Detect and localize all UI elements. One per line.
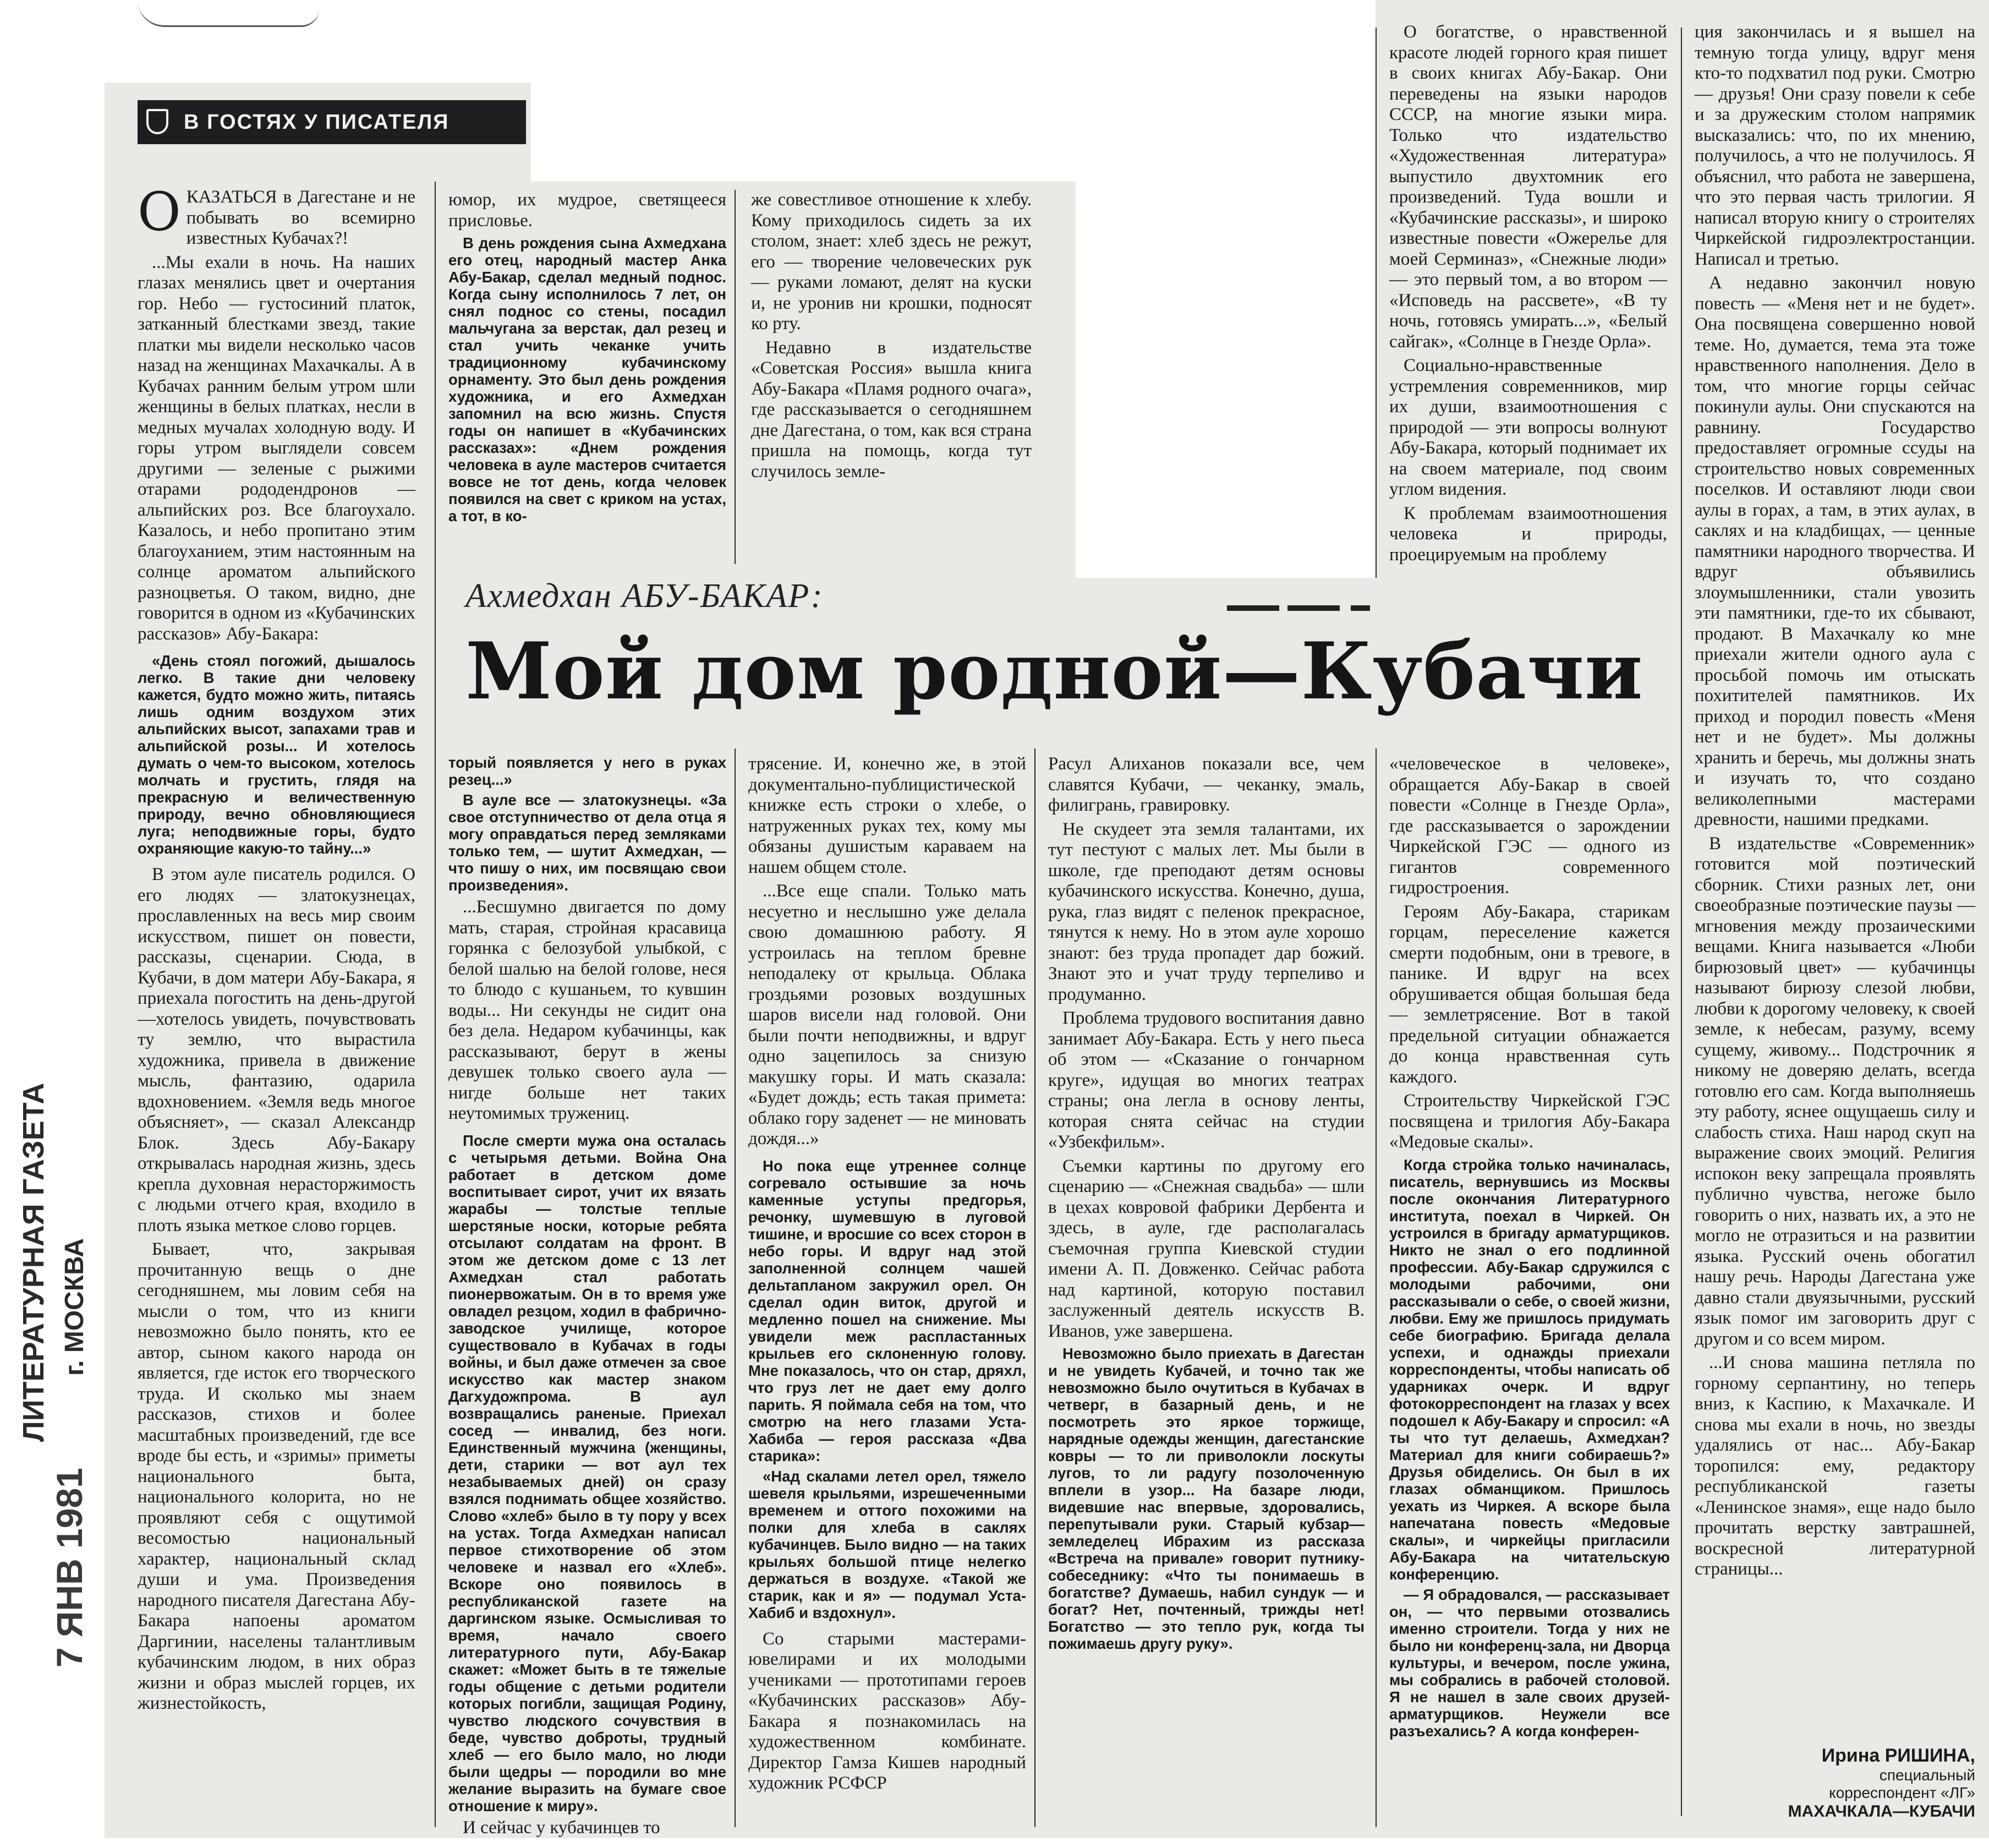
paragraph: Проблема трудового воспитания давно занимает Абу-Бакара. Есть у него пьеса об этом — «Сказание о гончарном круге», идущая во многих театрах страны; она легла в основу ленты, которая снята сейчас на студии «Узбекфильм». (1048, 1008, 1365, 1152)
paragraph: А недавно закончил новую повесть — «Меня нет и не будет». Она посвящена совершенно новой теме. Но, думается, тема эта тоже нравственного наполнения. Дело в том, что многие горцы сейчас покинули аулы. Они спускаются на равнину. Государство предоставляет огромные ссуды на строительство новых современных поселков. И оставляют люди свои аулы в горах, а там, в этих аулах, в саклях и на кладбищах, — ценные памятники народного творчества. И вдруг объявились злоумышленники, стали увозить эти памятники, где-то их сбывают, продают. В Махачкалу ко мне приехали жители одного аула с просьбой помочь им отыскать похитителей памятников. Их приход и породил повесть «Меня нет и не будет». Мы должны хранить и беречь, мы должны знать и изучать то, что создано великолепными мастерами древности, нашими предками. (1695, 273, 1975, 829)
bold-paragraph: торый появляется у него в руках резец...» (448, 754, 726, 788)
bold-paragraph: Когда стройка только начиналась, писатель, вернувшись из Москвы после окончания Литературного института, поехал в Чиркей. Он устроился в бригаду арматурщиков. Никто не знал о его подлинной профессии. Абу-Бакар сдружился с молодыми рабочими, они рассказывали о себе, о своей жизни, любви. Ему же пришлось придумать себе биографию. Бригада делала успехи, и однажды приехали корреспонденты, чтобы написать об ударниках очерк. И вдруг фотокорреспондент на глазах у всех подошел к Абу-Бакару и спросил: «А ты что тут делаешь, Ахмедхан? Материал для книги собираешь?» Друзья обиделись. Он был в их глазах обманщиком. Пришлось уехать из Чиркея. А вскоре была напечатана повесть «Медовые скалы», и чиркейцы пригласили Абу-Бакара на читательскую конференцию. (1389, 1156, 1670, 1583)
shield-icon (146, 109, 168, 134)
decorative-dash (1227, 605, 1279, 611)
column-rule (1376, 28, 1377, 578)
paragraph: ...Все еще спали. Только мать несуетно и неслышно уже делала свою домашнюю работу. Я устроилась на теплом бревне неподалеку от крыльца. Облака гроздьями розовых воздушных шаров висели над головой. Они были почти неподвижны, и вдруг одно зацепилось за снизую макушку горы. И мать сказала: «Будет дождь; есть такая примета: облако гору заденет — не миновать дождя...» (748, 881, 1026, 1149)
paragraph: Со старыми мастерами-ювелирами и их молодыми учениками — прототипами героев «Кубачинских рассказов» Абу-Бакара я познакомилась на художественном комбинате. Директор Гамза Кишев народный художник РСФСР (748, 1628, 1026, 1793)
paragraph: ...Бесшумно двигается по дому мать, старая, стройная красавица горянка с белозубой улыбкой, с белой шалью на белой голове, неся то блюдо с кушаньем, то кувшин воды... Ни секунды не сидит она без дела. Недаром кубачинцы, как рассказывают, берут в жены девушек только своего аула — нигде больше нет таких неутомимых тружениц. (448, 897, 726, 1123)
column-rule (735, 190, 736, 564)
signature-role: специальный (1879, 1767, 1975, 1784)
article-column-4 (1048, 754, 1365, 1827)
column-rule (1376, 748, 1377, 1827)
column-rule (735, 748, 736, 1827)
signature-place: МАХАЧКАЛА—КУБАЧИ (1788, 1802, 1975, 1820)
paragraph: «человеческое в человеке», обращается Абу-Бакар в своей повести «Солнце в Гнезде Орла», где рассказывается о зарождении Чиркейской ГЭС — одного из гигантов современного гидростроения. (1389, 754, 1670, 898)
pen-scrawl (138, 0, 319, 27)
bold-paragraph: В ауле все — златокузнецы. «За свое отступничество от дела отца я могу оправдаться перед земляками только тем, — шутит Ахмедхан, — что пишу о них, им посвящаю свои произведения». (448, 791, 726, 894)
signature-block (1695, 1745, 1975, 1822)
quote-paragraph: «День стоял погожий, дышалось легко. В такие дни человеку кажется, будто можно жить, питаясь лишь одним воздухом этих альпийских высот, запахами трав и альпийской розы... И хотелось думать о чем-то высоком, хотелось молчать и грустить, глядя на прекрасную и величественную природу, вечно обновляющиеся луга; неподвижные горы, будто охраняющие какую-то тайну...» (138, 652, 415, 857)
article-column-3-top (751, 190, 1032, 564)
article-column-1 (138, 181, 415, 1827)
column-rule (1034, 748, 1035, 1827)
paragraph: Съемки картины по другому его сценарию — «Снежная свадьба» — шли в цехах ковровой фабрики Дербента и здесь, в ауле, где располагалась съемочная группа Киевской студии имени А. П. Довженко. Сейчас работа над картиной, которую поставил заслуженный деятель искусств В. Иванов, уже завершена. (1048, 1156, 1365, 1341)
paragraph: ция закончилась и я вышел на темную тогда улицу, вдруг меня кто-то подхватил под руки. Смотрю — друзья! Они сразу повели к себе и за дружеским столом напрямик высказались: что, по их мнению, получилось, а что не получилось. Я объяснил, что работа не завершена, что это первая часть трилогии. Я написал вторую книгу о строителях Чиркейской гидроэлектростанции. Написал и третью. (1695, 22, 1975, 269)
article-column-2-bottom (448, 754, 726, 1838)
article-column-2-top (448, 190, 726, 564)
rubric-banner (138, 100, 526, 144)
newspaper-stamp: ЛИТЕРАТУРНАЯ ГАЗЕТА (17, 1082, 50, 1442)
date-stamp: 7 ЯНВ 1981 (49, 1468, 90, 1667)
bold-paragraph: Невозможно было приехать в Дагестан и не увидеть Кубачей, и точно так же невозможно было очутиться в Кубачах в четверг, в базарный день, и не посмотреть это яркое торжище, нарядные одежды женщин, дагестанские ковры — то ли приволокли лоскуты лугов, то ли радугу позолоченную вплели в узор... На базаре люди, видевшие нас впервые, здоровались, перепутывали руки. Старый кубзар—земледелец Ибрахим из рассказа «Встреча на привале» говорит путнику-собеседнику: «Что ты понимаешь в богатстве? Думаешь, набил сундук — и богат? Нет, почтенный, трижды нет! Богатство — это тепло рук, когда ты пожимаешь другу руку». (1048, 1345, 1365, 1652)
paragraph: К проблемам взаимоотношения человека и природы, проецируемым на проблему (1389, 503, 1667, 565)
paragraph: юмор, их мудрое, светящееся присловье. (448, 190, 726, 231)
paragraph: Героям Абу-Бакара, старикам горцам, переселение кажется смерти подобным, они в тревоге, в панике. И вдруг на всех обрушивается общая большая беда — землетрясение. Вот в такой предельной ситуации обнажается до конца нравственная суть каждого. (1389, 901, 1670, 1087)
paragraph: ...Мы ехали в ночь. На наших глазах менялись цвет и очертания гор. Небо — густосиний платок, затканный блестками звезд, такие платки мы видели несколько часов назад на женщинах Махачкалы. А в Кубачах ранним белым утром шли женщины в белых платках, несли в медных мучалах холодную воду. И горы утром выглядели совсем другими — зеленые с рыжими отарами рододендронов — альпийских роз. Все благоухало. Казалось, и небо пропитано этим благоуханием, этим настоянным на солнце ароматом альпийского разноцветья. О таком, видно, дне говорится в одном из «Кубачинских рассказов» Абу-Бакара: (138, 252, 415, 644)
paragraph: Недавно в издательстве «Советская Россия» вышла книга Абу-Бакара «Пламя родного очага», где рассказывается о сегодняшнем дне Дагестана, о том, как вся страна пришла на помощь, когда тут случилось земле- (751, 337, 1032, 482)
bold-paragraph: — Я обрадовался, — рассказывает он, — что первыми отозвались именно строители. Тогда у них не было ни конференц-зала, ни Дворца культуры, и вечером, после ужина, мы собрались в рабочей столовой. Я не нашел в зале своих друзей-арматурщиков. Неужели все разъехались? А когда конферен- (1389, 1585, 1670, 1740)
paragraph: Расул Алиханов показали все, чем славятся Кубачи, — чеканку, эмаль, филигрань, гравировку. (1048, 754, 1365, 815)
bold-paragraph: Но пока еще утреннее солнце согревало остывшие за ночь каменные уступы предгорья, речонку, шумевшую в луговой тишине, и вросшие со всех сторон в небо горы. И вдруг над этой заполненной солнцем чашей дельтапланом закружил орел. Он сделал один виток, другой и медленно пошел на снижение. Мы увидели меж распластанных крыльев его склоненную голову. Мне показалось, что он стар, дряхл, что груз лет не дает ему долго парить. Я поймала себя на том, что смотрю на него глазами Уста-Хабиба — героя рассказа «Два старика»: (748, 1157, 1026, 1464)
paragraph: О богатстве, о нравственной красоте людей горного края пишет в своих книгах Абу-Бакар. Они переведены на языки народов СССР, на многие языки мира. Только что издательство «Художественная литература» выпустило двухтомник его произведений. Туда вошли и «Кубачинские рассказы», и широко известные повести «Ожерелье для моей Серминаз», «Снежные люди» — это первый том, а во втором — «Исповедь на рассвете», «В ту ночь, готовясь умирать...», «Белый сайгак», «Солнце в Гнезде Орла». (1389, 22, 1667, 352)
quote-paragraph: «Над скалами летел орел, тяжело шевеля крыльями, изрешеченными временем и оттого похожими на полки для хлеба в саклях кубачинцев. Было видно — на таких крыльях большой птице нелегко держаться в воздухе. «Такой же старик, как и я» — подумал Уста-Хабиб и вздохнул». (748, 1467, 1026, 1621)
signature-role: корреспондент «ЛГ» (1829, 1784, 1975, 1801)
article-column-3-bottom (748, 754, 1026, 1827)
paragraph: ...И снова машина петляла по горному серпантину, но теперь вниз, к Каспию, к Махачкале. И снова мы ехали в ночь, но звезды удалялись от нас... Абу-Бакар торопился: ему, редактору республиканской газеты «Ленинское знамя», еще надо было прочитать верстку завтрашней, воскресной литературной страницы... (1695, 1353, 1975, 1579)
paragraph: Строительству Чиркейской ГЭС посвящена и трилогия Абу-Бакара «Медовые скалы». (1389, 1091, 1670, 1152)
rubric-label: В ГОСТЯХ У ПИСАТЕЛЯ (184, 111, 450, 134)
article-column-5-top (1389, 22, 1667, 603)
decorative-dash (1287, 605, 1340, 611)
lead-paragraph (138, 181, 415, 249)
lead-text: КАЗАТЬСЯ в Дагестане и не побывать во всемирно известных Кубачах?! (186, 187, 415, 248)
article-column-5-bottom (1389, 754, 1670, 1827)
bold-paragraph: После смерти мужа она осталась с четырьмя детьми. Война Она работает в детском доме воспитывает сирот, учит их вязать жарабы — толстые теплые шерстяные носки, которые ребята отсылают солдатам на фронт. В этом же детском доме с 13 лет Ахмедхан стал работать пионервожатым. Он в то время уже овладел резцом, ходил в фабрично-заводское училище, которое существовало в Кубачах в годы войны, и был даже отмечен за свое искусство как мастер знаком Дагхудожпрома. В аул возвращались раненые. Приехал сосед — инвалид, без ноги. Единственный мужчина (женщины, дети, старики — вот аул тех незабываемых дней) он сразу взялся поднимать общее хозяйство. Слово «хлеб» было в ту пору у всех на устах. Тогда Ахмедхан написал первое стихотворение об этом человеке и назвал его «Хлеб». Вскоре оно появилось в республиканской газете на даргинском языке. Осмысливая то время, начало своего литературного пути, Абу-Бакар скажет: «Может быть в те тяжелые годы общение с детьми родители которых погибли, защищая Родину, чувство людского сочувствия в беде, чувство доброты, трудный хлеб — его было мало, но люди были щедры — породили во мне желание выразить на бумаге свое отношение к миру». (448, 1131, 726, 1814)
paragraph: трясение. И, конечно же, в этой документально-публицистической книжке есть строки о хлебе, о натруженных руках тех, кому мы обязаны душистым караваем на нашем общем столе. (748, 754, 1026, 877)
signature-name: Ирина РИШИНА, (1821, 1745, 1975, 1766)
paragraph: И сейчас у кубачинцев то (463, 1817, 660, 1838)
paragraph: Социально-нравственные устремления современников, мир их души, взаимоотношения с природой — эти вопросы волнуют Абу-Бакара, который поднимает их на своем материале, под своим углом видения. (1389, 356, 1667, 499)
paragraph: В издательстве «Современник» готовится мой поэтический сборник. Стихи разных лет, они своеобразные поэтические паузы — мгновения между прозаическими вещами. Книга называется «Люби бирюзовый цвет» — кубачинцы называют бирюзу слезой любви, любви к дорогому человеку, к своей земле, к небесам, разуму, всему сущему, живому... Подстрочник я никому не доверяю делать, всегда готовлю его сам. Когда выполняешь эту работу, яснее ощущаешь силу и слабость стиха. Наш народ скуп на выражение своих эмоций. Религия испокон веку запрещала проявлять публично чувства, негоже было говорить о них, назвать их, а это не могло не отразиться и на развитии языка. Русский очень обогатил нашу речь. Народы Дагестана уже давно стали двуязычными, русский язык помог им заговорить друг с другом и со всем миром. (1695, 833, 1975, 1349)
paragraph: В этом ауле писатель родился. О его людях — златокузнецах, прославленных на весь мир своим искусством, пишет он повести, рассказы, сценарии. Сюда, в Кубачи, в дом матери Абу-Бакара, я приехала погостить на день-другой—хотелось увидеть, почувствовать ту землю, что вырастила художника, привела в движение мысль, фантазию, одарила вдохновением. «Земля ведь многое объясняет», — сказал Александр Блок. Здесь Абу-Бакару открывалась народная жизнь, здесь крепла духовная нерасторжимость с людьми отчего края, входило в плоть языка меткое слово горцев. (138, 865, 415, 1235)
article-column-6 (1695, 22, 1975, 1739)
paragraph: Не скудеет эта земля талантами, их тут пестуют с малых лет. Мы были в школе, где преподают детям основы кубачинского искусства. Конечно, душа, рука, глаз видят с пеленок прекрасное, тянутся к нему. Но в этом ауле хорошо знают: без труда пропадет дар божий. Знают это и учат труду терпеливо и продуманно. (1048, 819, 1365, 1004)
column-rule (1681, 28, 1682, 1816)
city-stamp: г. МОСКВА (60, 1238, 89, 1376)
bold-paragraph: В день рождения сына Ахмедхана его отец, народный мастер Анка Абу-Бакар, сделал медный поднос. Когда сыну исполнилось 7 лет, он снял поднос со стены, посадил мальчугана за верстак, дал резец и стал учить чеканке учить традиционному кубачинскому орнаменту. Это был день рождения художника, и его Ахмедхан запомнил на всю жизнь. Спустя годы он напишет в «Кубачинских рассказах»: «Днем рождения человека в ауле мастеров считается вовсе не тот день, когда человек появился на свет с криком на устах, а тот, в ко- (448, 234, 726, 524)
headline: Мой дом родной—Кубачи (465, 626, 1643, 717)
paragraph: Бывает, что, закрывая прочитанную вещь о дне сегодняшнем, мы ловим себя на мысли о том, что из книги невозможно было понять, кто ее автор, сыном какого народа он является, где исток его творческого труда. И сколько мы знаем рассказов, стихов и более масштабных произведений, где все вроде бы есть, и «зримы» приметы национального быта, национального колорита, но не проявляют себя с ощутимой весомостью национальный характер, национальный склад души и ума. Произведения народного писателя Дагестана Абу-Бакара напоены ароматом Даргинии, населены талантливым кубачинским людом, в них образ жизни и образ мыслей горцев, их жизнестойкость, (138, 1239, 415, 1713)
paragraph: же совестливое отношение к хлебу. Кому приходилось сидеть за их столом, знает: хлеб здесь не режут, его — творение человеческих рук — руками ломают, делят на куски и, не уронив ни крошки, подносят ко рту. (751, 190, 1032, 333)
author-byline: Ахмедхан АБУ-БАКАР: (465, 577, 824, 615)
drop-cap: О (138, 181, 181, 243)
column-rule (435, 182, 436, 1827)
decorative-dash (1351, 605, 1370, 611)
